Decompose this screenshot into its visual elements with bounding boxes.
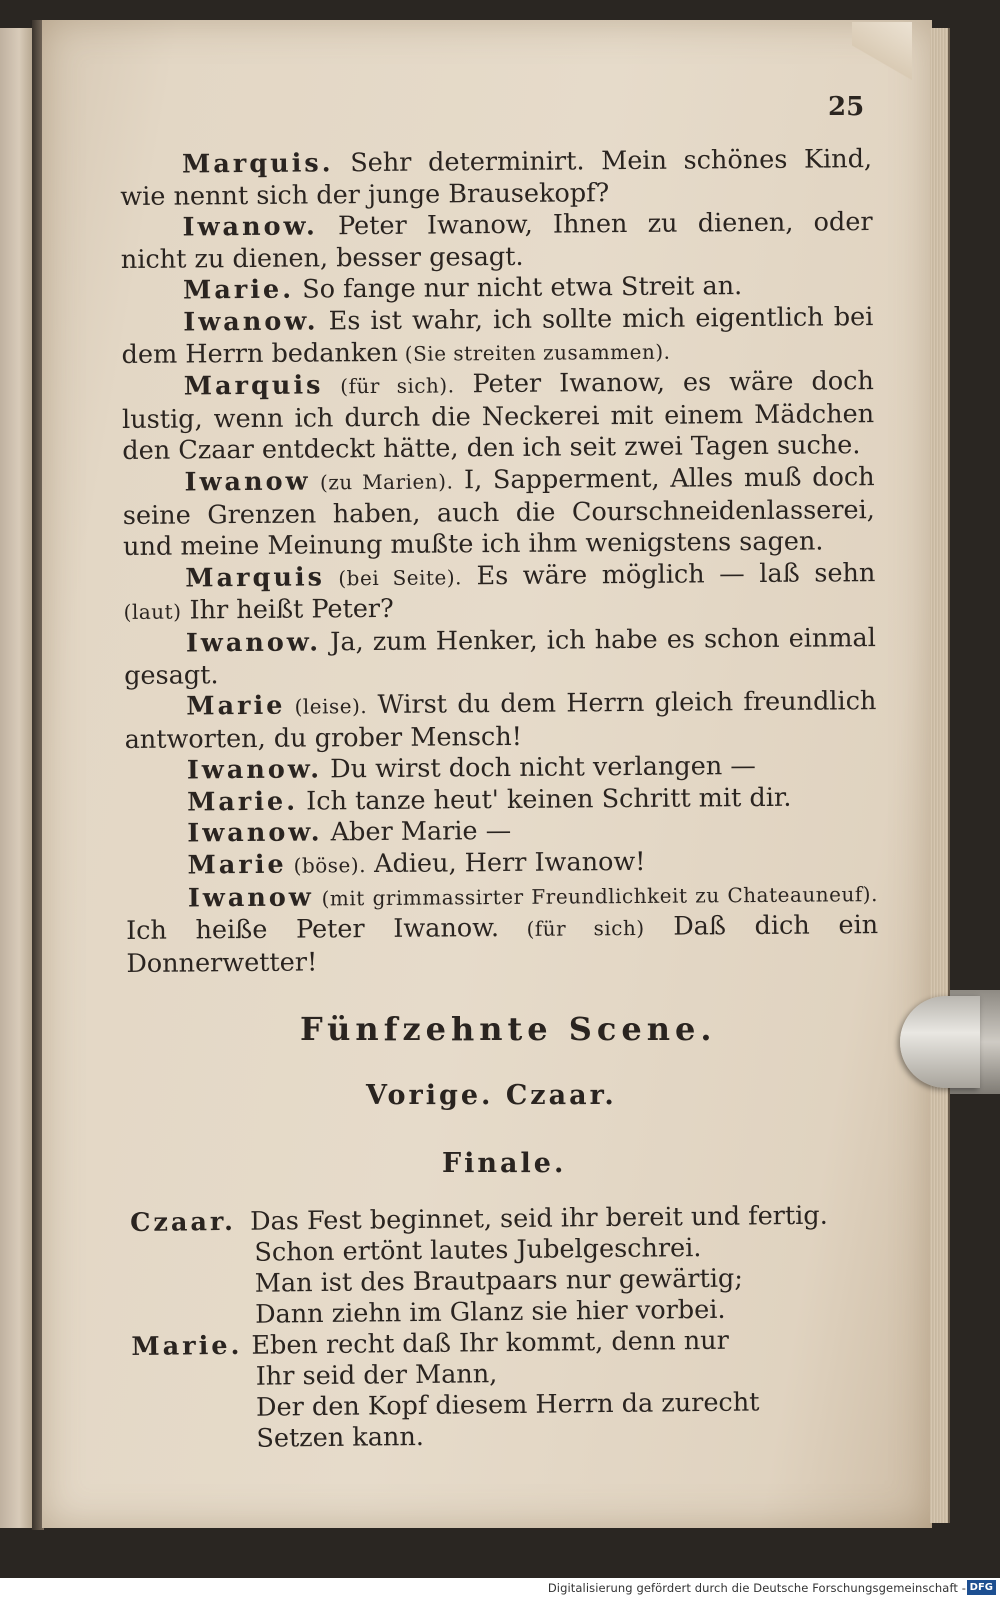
speaker-name: Marie. <box>187 786 299 818</box>
page-stack-edge <box>930 28 950 1523</box>
verse-line: Der den Kopf diesem Herrn da zurecht <box>255 1387 760 1423</box>
speaker-name: Marquis. <box>181 148 334 180</box>
spoken-text: Wirst du dem Herrn gleich freundlich antworten, du grober Mensch! <box>124 686 877 755</box>
dialogue-text <box>120 144 878 980</box>
spoken-text: So fange nur nicht etwa Streit an. <box>293 271 743 306</box>
stage-direction: (bei Seite). <box>324 565 463 591</box>
speaker-name: Iwanow. <box>182 211 318 243</box>
dialogue-paragraph <box>124 686 876 756</box>
scene-title: Fünfzehnte Scene. <box>300 1010 717 1048</box>
verse-line: Dann ziehn im Glanz sie hier vorbei. <box>254 1294 726 1330</box>
verse-line: Man ist des Brautpaars nur gewärtig; <box>254 1263 743 1299</box>
page-number: 25 <box>828 92 865 122</box>
dialogue-paragraph <box>122 366 875 468</box>
verse-line: Schon ertönt lautes Jubelgeschrei. <box>254 1233 702 1268</box>
speaker-name: Marquis <box>183 370 324 402</box>
dialogue-paragraph <box>125 782 877 819</box>
speaker-name: Marie <box>187 849 287 881</box>
finale-heading: Finale. <box>442 1148 567 1179</box>
spoken-text: Es ist wahr, ich sollte mich eigentlich bei dem Herrn bedanken <box>121 302 874 370</box>
stage-direction: (zu Marien). <box>310 469 454 495</box>
verse-speaker-name: Czaar. <box>130 1206 237 1238</box>
spoken-text: Du wirst doch nicht verlangen — <box>321 751 756 785</box>
verse-line: Das Fest beginnet, seid ihr bereit und fertig. <box>249 1200 828 1237</box>
spoken-text: Ja, zum Henker, ich habe es schon einmal gesagt. <box>124 622 876 691</box>
speaker-name: Marie. <box>182 275 295 306</box>
spoken-text: Peter Iwanow, es wäre doch lustig, wenn ich durch die Neckerei mit einem Mädchen den Czaar entdeckt hätte, den ich seit zwei Tagen suche. <box>122 366 875 467</box>
stage-direction: (Sie streiten zusammen). <box>397 339 671 366</box>
speaker-name: Iwanow <box>184 466 311 498</box>
spoken-text: Daß dich ein Donnerwetter! <box>126 910 879 979</box>
spoken-text: Peter Iwanow, Ihnen zu dienen, oder nicht zu dienen, besser gesagt. <box>120 207 873 275</box>
stage-direction: (mit grimmassirter Freundlichkeit zu Chateauneuf). <box>313 881 878 911</box>
speaker-name: Iwanow. <box>186 754 323 786</box>
spoken-text: Ihr heißt Peter? <box>181 594 394 626</box>
dialogue-paragraph <box>126 878 879 981</box>
stage-direction: (für sich). <box>323 373 455 399</box>
verse-speaker-name: Marie. <box>131 1330 243 1362</box>
verse-section <box>130 1200 873 1456</box>
scene-persons: Vorige. Czaar. <box>366 1080 617 1111</box>
page-corner-fold <box>852 22 912 92</box>
speaker-name: Marquis <box>185 562 326 594</box>
dialogue-paragraph <box>122 462 875 564</box>
speaker-name: Iwanow. <box>183 306 319 338</box>
dialogue-paragraph <box>124 623 876 692</box>
dialogue-paragraph <box>120 207 872 276</box>
dfg-logo: DFG <box>967 1580 996 1595</box>
footer-credit: Digitalisierung gefördert durch die Deutsche Forschungsgemeinschaft - <box>547 1581 966 1595</box>
verse-line: Eben recht daß Ihr kommt, denn nur <box>251 1325 729 1361</box>
stage-direction: (leise). <box>285 694 368 719</box>
stage-direction: (böse). <box>286 853 367 878</box>
previous-page-edge <box>0 28 34 1528</box>
stage-direction: (für sich) <box>499 916 645 942</box>
spoken-text: Es wäre möglich — laß sehn <box>461 557 876 592</box>
spoken-text: Ich tanze heut' keinen Schritt mit dir. <box>297 782 792 817</box>
stage-direction: (laut) <box>123 599 182 625</box>
dialogue-paragraph <box>121 302 873 372</box>
spoken-text: I, Sapperment, Alles muß doch seine Grenzen haben, auch die Courschneidenlasserei, und meine Meinung mußte ich ihm wenigstens sagen. <box>122 462 875 563</box>
verse-line: Setzen kann. <box>256 1421 425 1454</box>
dialogue-paragraph <box>120 144 872 213</box>
spoken-text: Ich heiße Peter Iwanow. <box>126 913 500 947</box>
speaker-name: Iwanow <box>187 882 314 914</box>
speaker-name: Iwanow. <box>185 627 322 659</box>
verse-line: Ihr seid der Mann, <box>255 1359 498 1392</box>
spoken-text: Adieu, Herr Iwanow! <box>365 846 646 880</box>
speaker-name: Marie <box>186 690 286 722</box>
spoken-text: Aber Marie — <box>322 816 512 848</box>
spoken-text: Sehr determinirt. Mein schönes Kind, wie nennt sich der junge Brausekopf? <box>120 144 873 212</box>
dialogue-paragraph <box>123 558 875 629</box>
speaker-name: Iwanow. <box>187 817 323 849</box>
